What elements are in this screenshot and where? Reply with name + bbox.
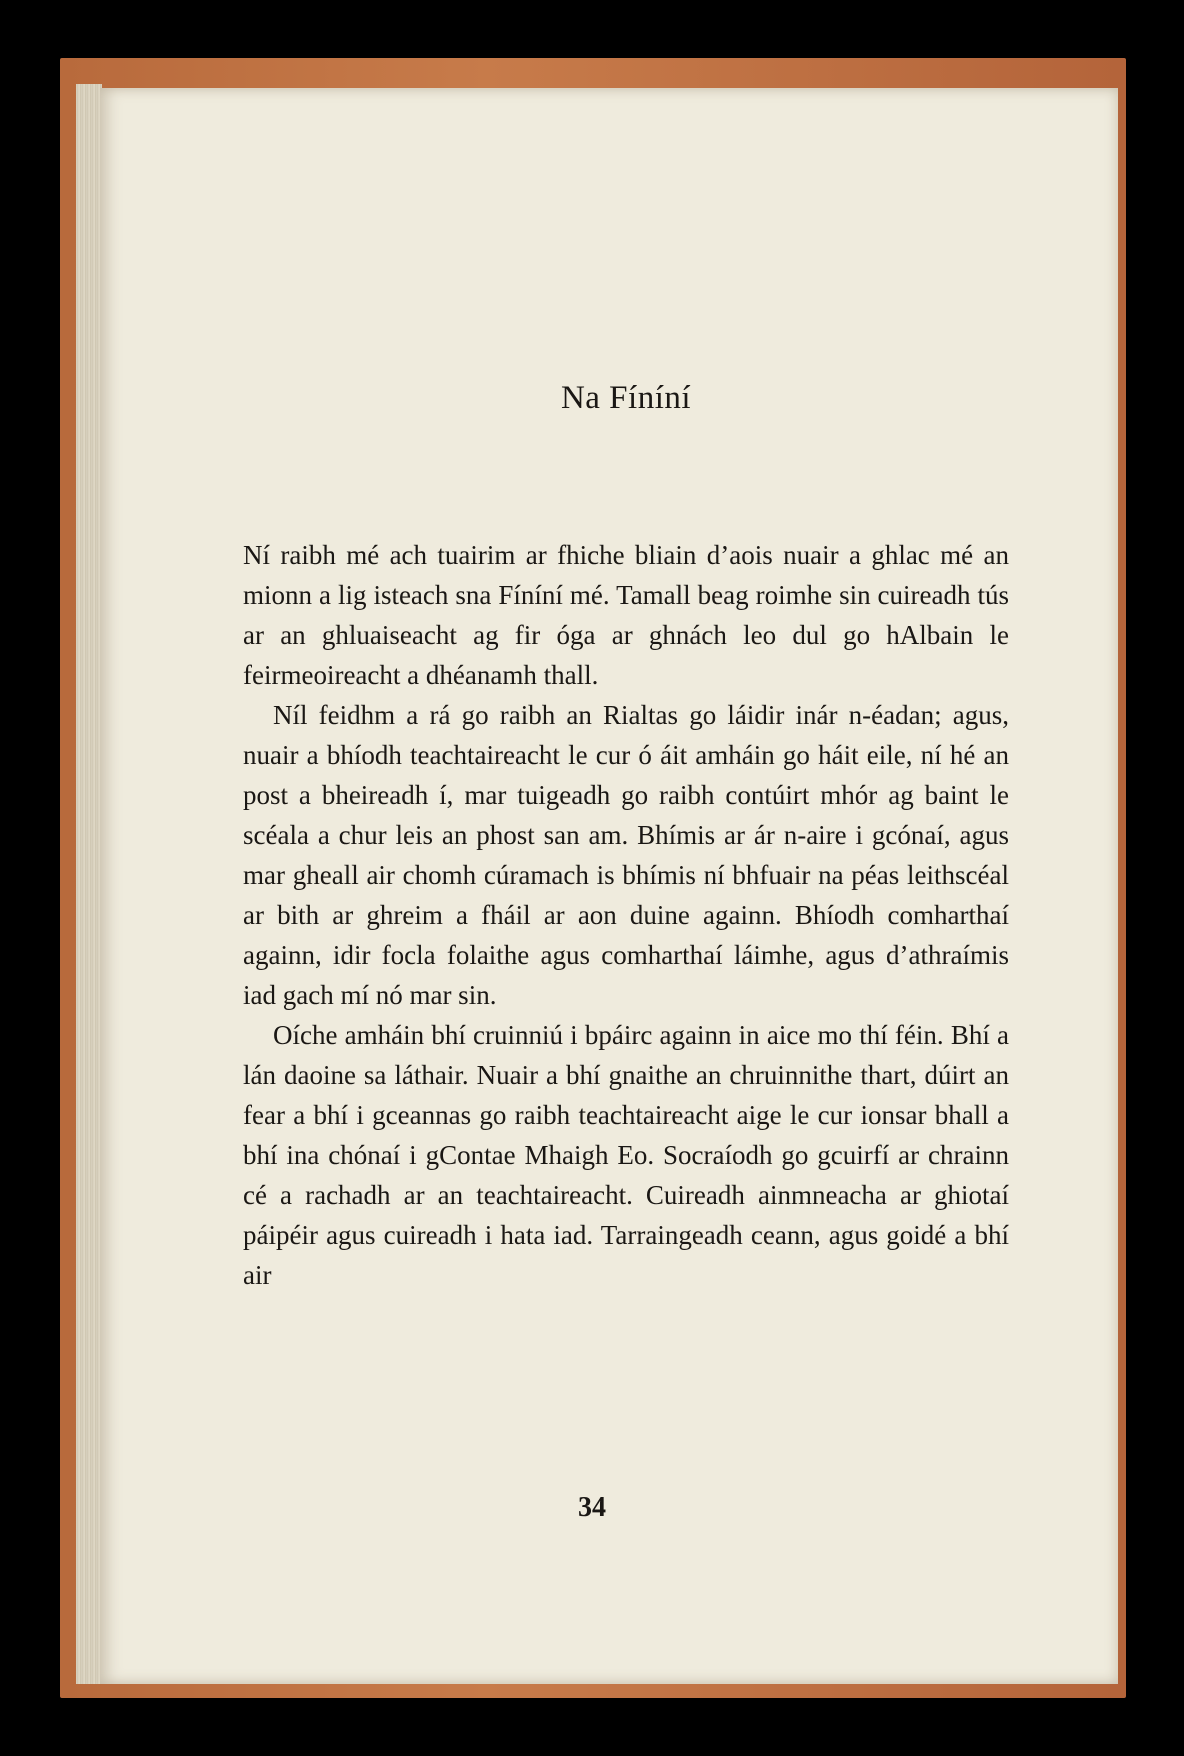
page-edges <box>76 84 102 1684</box>
chapter-title: Na Fíníní <box>560 380 692 416</box>
page-number: 34 <box>578 1492 606 1523</box>
paragraph-3: Oíche amháin bhí cruinniú i bpáirc againn in aice mo thí féin. Bhí a lán daoine sa láthair. Nuair a bhí gnaithe an chruinnithe thart, dúirt an fear a bhí i gceannas go raibh teachtaireacht aige le cur ionsar bhall a bhí ina chónaí i gContae Mhaigh Eo. Socraíodh go gcuirfí ar chrainn cé a rachadh ar an teachtaireacht. Cuireadh ainmneacha ar ghiotaí páipéir agus cuireadh i hata iad. Tarraingeadh ceann, agus goidé a bhí air <box>243 1020 1009 1290</box>
page-text <box>243 380 1009 1295</box>
paragraph-1: Ní raibh mé ach tuairim ar fhiche bliain d’aois nuair a ghlac mé an mionn a lig isteach sna Fíníní mé. Tamall beag roimhe sin cuireadh tús ar an ghluaiseacht ag fir óga ar ghnách leo dul go hAlbain le feirmeoireacht a dhéanamh thall. <box>243 540 1009 690</box>
paragraph-2: Níl feidhm a rá go raibh an Rialtas go láidir inár n-éadan; agus, nuair a bhíodh teachtaireacht le cur ó áit amháin go háit eile, ní hé an post a bheireadh í, mar tuigeadh go raibh contúirt mhór ag baint le scéala a chur leis an phost san am. Bhímis ar ár n-aire i gcónaí, agus mar gheall air chomh cúramach is bhímis ní bhfuair na péas leithscéal ar bith ar ghreim a fháil ar aon duine againn. Bhíodh comharthaí againn, idir focla folaithe agus comharthaí láimhe, agus d’athraímis iad gach mí nó mar sin. <box>243 700 1009 1010</box>
